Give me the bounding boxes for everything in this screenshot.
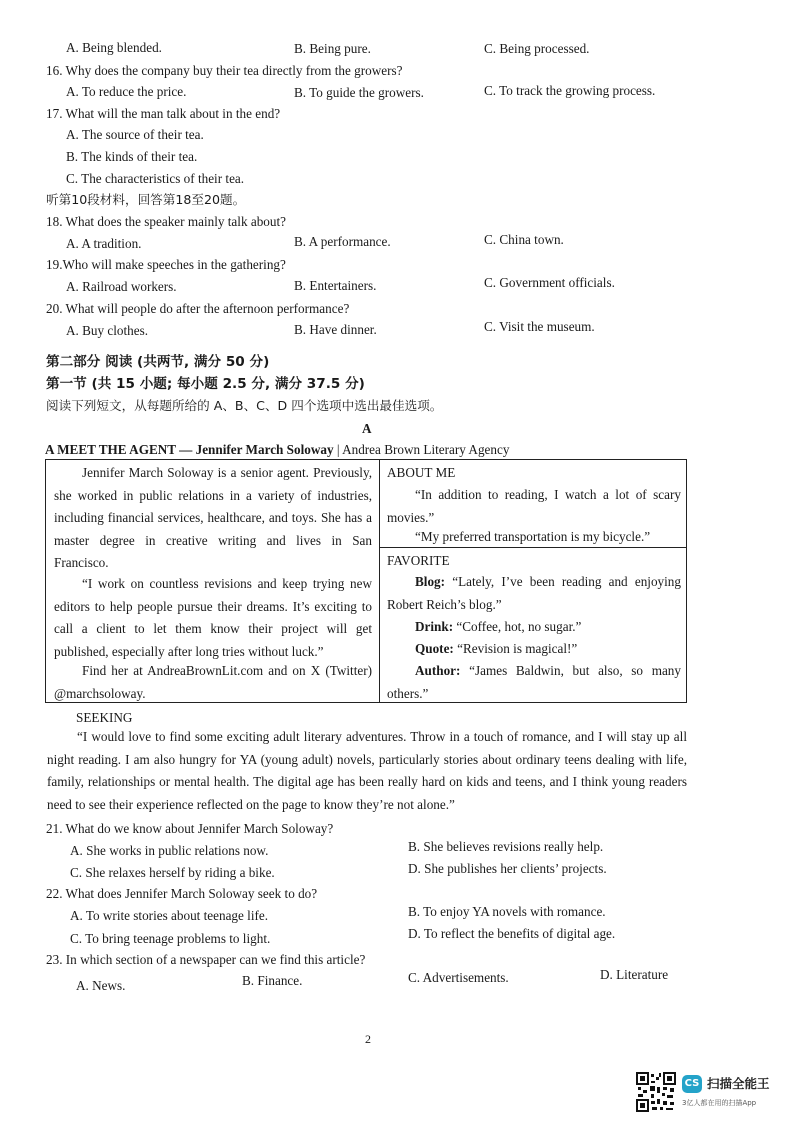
q17-stem: 17. What will the man talk about in the end? bbox=[46, 106, 281, 121]
q20-option-a: A. Buy clothes. bbox=[66, 323, 149, 338]
q19-option-c: C. Government officials. bbox=[484, 275, 615, 290]
q21-option-a: A. She works in public relations now. bbox=[70, 843, 269, 858]
q18-option-c: C. China town. bbox=[484, 232, 564, 247]
q23-option-d: D. Literature bbox=[600, 967, 669, 982]
q16-option-c: C. To track the growing process. bbox=[484, 83, 656, 98]
q23-option-a: A. News. bbox=[76, 978, 126, 993]
q17-option-b: B. The kinds of their tea. bbox=[66, 149, 198, 164]
agent-profile-box bbox=[45, 459, 687, 703]
q23-stem: 23. In which section of a newspaper can we find this article? bbox=[46, 952, 366, 967]
favorite-quote-text: “Revision is magical!” bbox=[453, 641, 578, 656]
q22-option-d: D. To reflect the benefits of digital age. bbox=[408, 926, 616, 941]
q21-option-c: C. She relaxes herself by riding a bike. bbox=[70, 865, 275, 880]
section1-title: 第一节 (共 15 小题; 每小题 2.5 分, 满分 37.5 分) bbox=[46, 376, 365, 392]
seeking-title: SEEKING bbox=[76, 710, 133, 725]
section1-instruction: 阅读下列短文，从每题所给的 A、B、C、D 四个选项中选出最佳选项。 bbox=[46, 398, 443, 413]
q16-option-b: B. To guide the growers. bbox=[294, 85, 424, 100]
q22-option-c: C. To bring teenage problems to light. bbox=[70, 931, 271, 946]
q18-stem: 18. What does the speaker mainly talk about? bbox=[46, 214, 286, 229]
article-header-agency: | Andrea Brown Literary Agency bbox=[333, 442, 510, 457]
q23-option-b: B. Finance. bbox=[242, 973, 303, 988]
favorite-drink-text: “Coffee, hot, no sugar.” bbox=[453, 619, 582, 634]
favorite-quote-label: Quote: bbox=[415, 641, 454, 656]
q21-stem: 21. What do we know about Jennifer March Soloway? bbox=[46, 821, 334, 836]
about-me-movies: “In addition to reading, I watch a lot of scary movies.” bbox=[387, 487, 681, 525]
q20-option-c: C. Visit the museum. bbox=[484, 319, 595, 334]
q17-option-c: C. The characteristics of their tea. bbox=[66, 171, 245, 186]
quote-paragraph: “I work on countless revisions and keep trying new editors to help people pursue their dreams. It’s exciting to call a client to let them know their project will get published, especially after long tries without luck.” bbox=[54, 576, 372, 659]
favorite-blog-text: “Lately, I’ve been reading and enjoying Robert Reich’s blog.” bbox=[387, 574, 681, 612]
favorite-title: FAVORITE bbox=[387, 553, 450, 568]
q22-option-b: B. To enjoy YA novels with romance. bbox=[408, 904, 606, 919]
q21-option-d: D. She publishes her clients’ projects. bbox=[408, 861, 607, 876]
favorite-author bbox=[387, 660, 681, 705]
bio-paragraph: Jennifer March Soloway is a senior agent. Previously, she worked in public relations in a variety of industries, including financial services, healthcare, and toys. She has a master degree in creative writing and lives in San Francisco. bbox=[54, 465, 372, 570]
q23-option-c: C. Advertisements. bbox=[408, 970, 509, 985]
page-number: 2 bbox=[365, 1032, 371, 1046]
q21-option-b: B. She believes revisions really help. bbox=[408, 839, 604, 854]
q19-option-a: A. Railroad workers. bbox=[66, 279, 177, 294]
q18-option-b: B. A performance. bbox=[294, 234, 391, 249]
q18-option-a: A. A tradition. bbox=[66, 236, 142, 251]
article-header-title: A MEET THE AGENT — Jennifer March Soloway bbox=[45, 442, 334, 457]
contact-paragraph: Find her at AndreaBrownLit.com and on X (Twitter) @marchsoloway. bbox=[54, 663, 372, 701]
q22-stem: 22. What does Jennifer March Soloway seek to do? bbox=[46, 886, 318, 901]
about-me-bicycle: “My preferred transportation is my bicycle.” bbox=[415, 529, 651, 544]
q15-option-c: C. Being processed. bbox=[484, 41, 590, 56]
q19-option-b: B. Entertainers. bbox=[294, 278, 377, 293]
q17-option-a: A. The source of their tea. bbox=[66, 127, 204, 142]
box-vertical-divider bbox=[379, 460, 380, 702]
favorite-blog-label: Blog: bbox=[415, 574, 446, 589]
q15-option-b: B. Being pure. bbox=[294, 41, 371, 56]
favorite-author-text: “James Baldwin, but also, so many others.” bbox=[387, 663, 681, 701]
qr-code-icon bbox=[636, 1072, 676, 1112]
q16-stem: 16. Why does the company buy their tea directly from the growers? bbox=[46, 63, 403, 78]
q15-option-a: A. Being blended. bbox=[66, 40, 162, 55]
q16-option-a: A. To reduce the price. bbox=[66, 84, 187, 99]
q19-stem: 19.Who will make speeches in the gathering? bbox=[46, 257, 286, 272]
favorite-drink-label: Drink: bbox=[415, 619, 454, 634]
passage-letter: A bbox=[362, 421, 372, 436]
q20-option-b: B. Have dinner. bbox=[294, 322, 377, 337]
camscanner-logo-icon: CS bbox=[682, 1075, 702, 1093]
q22-option-a: A. To write stories about teenage life. bbox=[70, 908, 269, 923]
article-header bbox=[45, 441, 509, 459]
q20-stem: 20. What will people do after the afternoon performance? bbox=[46, 301, 350, 316]
passage10-instruction: 听第10段材料，回答第18至20题。 bbox=[46, 192, 246, 207]
favorite-quote bbox=[415, 638, 577, 661]
favorite-author-label: Author: bbox=[415, 663, 461, 678]
part2-title: 第二部分 阅读 (共两节, 满分 50 分) bbox=[46, 354, 270, 370]
scanner-brand-name: 扫描全能王 bbox=[707, 1076, 770, 1091]
about-me-title: ABOUT ME bbox=[387, 465, 456, 480]
seeking-paragraph: “I would love to find some exciting adult literary adventures. Throw in a touch of romance, and I will stay up all night reading. I am also hungry for YA (young adult) novels, particularly stories about ordinary teens dealing with life, family, relationships or mental health. The digital age has been really hard on kids and teens, and I think young readers need to see their experience reflected on the page to know they’re not alone.” bbox=[47, 729, 687, 812]
favorite-blog bbox=[387, 571, 681, 616]
scanner-tagline: 3亿人都在用的扫描App bbox=[682, 1099, 757, 1107]
favorite-drink bbox=[415, 616, 581, 639]
